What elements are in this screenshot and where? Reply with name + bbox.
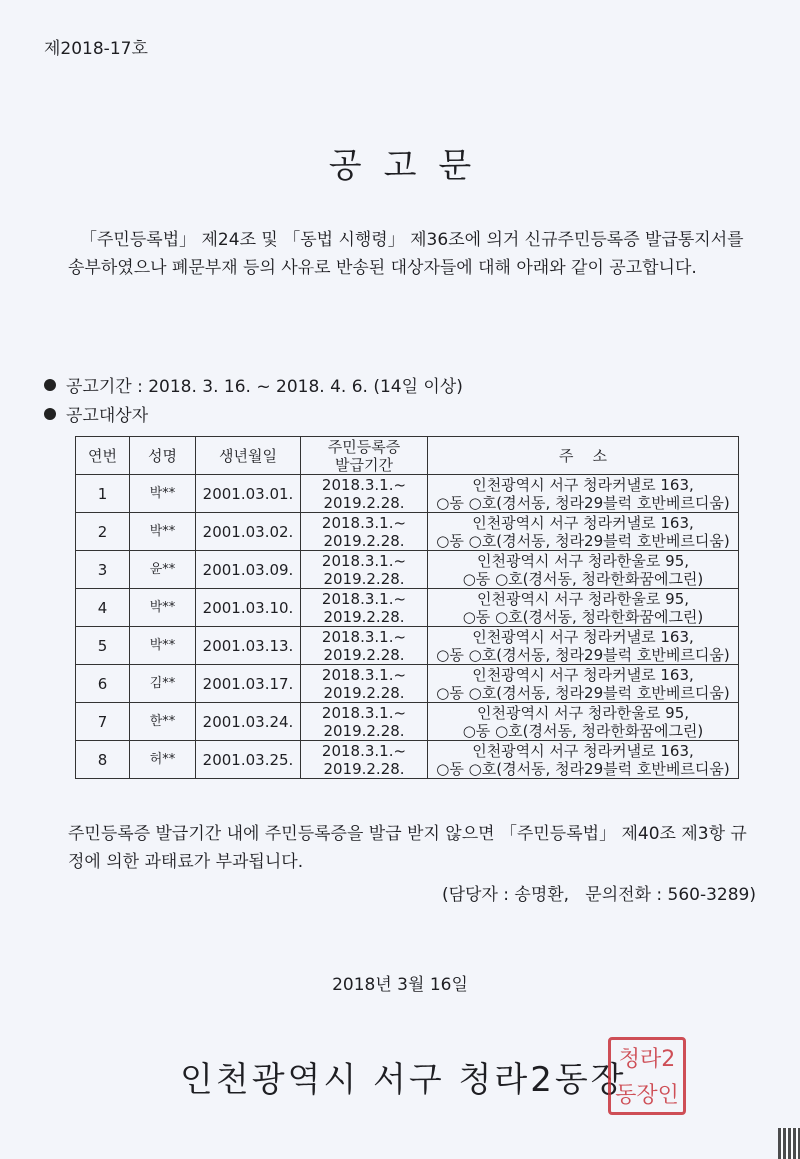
address-line-2: ○동 ○호(경서동, 청라29블럭 호반베르디움) xyxy=(436,759,730,778)
cell-name: 김** xyxy=(130,665,196,703)
address-line-1: 인천광역시 서구 청라커낼로 163, xyxy=(472,665,694,684)
table-row xyxy=(76,513,739,551)
cell-no: 7 xyxy=(76,703,130,741)
header-birth: 생년월일 xyxy=(196,437,301,475)
cell-no: 3 xyxy=(76,551,130,589)
official-seal-icon: 청라2 동장인 xyxy=(608,1037,686,1115)
cell-address xyxy=(428,741,739,779)
address-line-2: ○동 ○호(경서동, 청라29블럭 호반베르디움) xyxy=(436,493,730,512)
cell-birth: 2001.03.02. xyxy=(196,513,301,551)
address-line-1: 인천광역시 서구 청라커낼로 163, xyxy=(472,741,694,760)
cell-address xyxy=(428,551,739,589)
cell-period xyxy=(301,665,428,703)
cell-no: 1 xyxy=(76,475,130,513)
cell-period xyxy=(301,551,428,589)
period-start: 2018.3.1.~ xyxy=(321,513,407,532)
cell-address xyxy=(428,513,739,551)
address-line-1: 인천광역시 서구 청라커낼로 163, xyxy=(472,475,694,494)
cell-period xyxy=(301,589,428,627)
header-name: 성명 xyxy=(130,437,196,475)
cell-no: 5 xyxy=(76,627,130,665)
address-line-2: ○동 ○호(경서동, 청라29블럭 호반베르디움) xyxy=(436,683,730,702)
cell-no: 2 xyxy=(76,513,130,551)
period-end: 2019.2.28. xyxy=(323,531,405,550)
cell-name: 허** xyxy=(130,741,196,779)
cell-birth: 2001.03.24. xyxy=(196,703,301,741)
qr-code-icon xyxy=(778,1128,800,1159)
cell-no: 4 xyxy=(76,589,130,627)
header-period: 주민등록증 발급기간 xyxy=(301,437,428,475)
issuer: 인천광역시 서구 청라2동장 xyxy=(180,1060,627,1100)
cell-address xyxy=(428,665,739,703)
period-end: 2019.2.28. xyxy=(323,493,405,512)
bullet-icon xyxy=(44,379,56,391)
cell-address xyxy=(428,475,739,513)
cell-birth: 2001.03.13. xyxy=(196,627,301,665)
cell-name: 박** xyxy=(130,627,196,665)
notice-period xyxy=(44,372,463,397)
address-line-1: 인천광역시 서구 청라한울로 95, xyxy=(476,551,690,570)
period-start: 2018.3.1.~ xyxy=(321,703,407,722)
address-line-1: 인천광역시 서구 청라한울로 95, xyxy=(476,589,690,608)
address-line-2: ○동 ○호(경서동, 청라29블럭 호반베르디움) xyxy=(436,645,730,664)
notice-date: 2018년 3월 16일 xyxy=(332,975,468,995)
cell-name: 한** xyxy=(130,703,196,741)
notice-period-text: 공고기간 : 2018. 3. 16. ~ 2018. 4. 6. (14일 이상) xyxy=(66,377,463,397)
cell-period xyxy=(301,703,428,741)
intro-paragraph: 「주민등록법」 제24조 및 「동법 시행령」 제36조에 의거 신규주민등록증 발급통지서를 송부하였으나 폐문부재 등의 사유로 반송된 대상자들에 대해 아래와 같이 공고합니다. xyxy=(68,230,744,278)
table-row xyxy=(76,589,739,627)
period-start: 2018.3.1.~ xyxy=(321,551,407,570)
period-start: 2018.3.1.~ xyxy=(321,627,407,646)
period-end: 2019.2.28. xyxy=(323,569,405,588)
cell-name: 박** xyxy=(130,475,196,513)
period-end: 2019.2.28. xyxy=(323,759,405,778)
cell-birth: 2001.03.09. xyxy=(196,551,301,589)
page-title: 공고문 xyxy=(328,146,494,186)
address-line-2: ○동 ○호(경서동, 청라29블럭 호반베르디움) xyxy=(436,531,730,550)
cell-no: 8 xyxy=(76,741,130,779)
header-address: 주 소 xyxy=(428,437,739,475)
period-end: 2019.2.28. xyxy=(323,683,405,702)
table-header-row xyxy=(76,437,739,475)
address-line-1: 인천광역시 서구 청라커낼로 163, xyxy=(472,627,694,646)
notice-targets-text: 공고대상자 xyxy=(66,406,149,426)
cell-period xyxy=(301,741,428,779)
period-start: 2018.3.1.~ xyxy=(321,665,407,684)
address-line-1: 인천광역시 서구 청라커낼로 163, xyxy=(472,513,694,532)
cell-birth: 2001.03.01. xyxy=(196,475,301,513)
address-line-2: ○동 ○호(경서동, 청라한화꿈에그린) xyxy=(462,569,704,588)
period-end: 2019.2.28. xyxy=(323,645,405,664)
cell-name: 박** xyxy=(130,513,196,551)
cell-birth: 2001.03.17. xyxy=(196,665,301,703)
cell-period xyxy=(301,513,428,551)
period-end: 2019.2.28. xyxy=(323,721,405,740)
table-row xyxy=(76,703,739,741)
cell-birth: 2001.03.25. xyxy=(196,741,301,779)
table-row xyxy=(76,627,739,665)
document-number: 제2018-17호 xyxy=(44,39,148,59)
cell-period xyxy=(301,627,428,665)
address-line-2: ○동 ○호(경서동, 청라한화꿈에그린) xyxy=(462,721,704,740)
cell-address xyxy=(428,627,739,665)
period-start: 2018.3.1.~ xyxy=(321,741,407,760)
targets-table xyxy=(75,436,739,779)
table-row xyxy=(76,551,739,589)
header-no: 연번 xyxy=(76,437,130,475)
cell-name: 박** xyxy=(130,589,196,627)
table-row xyxy=(76,475,739,513)
address-line-2: ○동 ○호(경서동, 청라한화꿈에그린) xyxy=(462,607,704,626)
cell-name: 윤** xyxy=(130,551,196,589)
cell-address xyxy=(428,703,739,741)
period-start: 2018.3.1.~ xyxy=(321,475,407,494)
cell-birth: 2001.03.10. xyxy=(196,589,301,627)
period-end: 2019.2.28. xyxy=(323,607,405,626)
notice-targets xyxy=(44,401,148,426)
cell-no: 6 xyxy=(76,665,130,703)
cell-period xyxy=(301,475,428,513)
penalty-notice: 주민등록증 발급기간 내에 주민등록증을 발급 받지 않으면 「주민등록법」 제40조 제3항 규정에 의한 과태료가 부과됩니다. xyxy=(68,824,747,872)
period-start: 2018.3.1.~ xyxy=(321,589,407,608)
cell-address xyxy=(428,589,739,627)
table-row xyxy=(76,741,739,779)
bullet-icon xyxy=(44,408,56,420)
address-line-1: 인천광역시 서구 청라한울로 95, xyxy=(476,703,690,722)
table-row xyxy=(76,665,739,703)
contact-info: (담당자 : 송명환, 문의전화 : 560-3289) xyxy=(441,885,756,905)
